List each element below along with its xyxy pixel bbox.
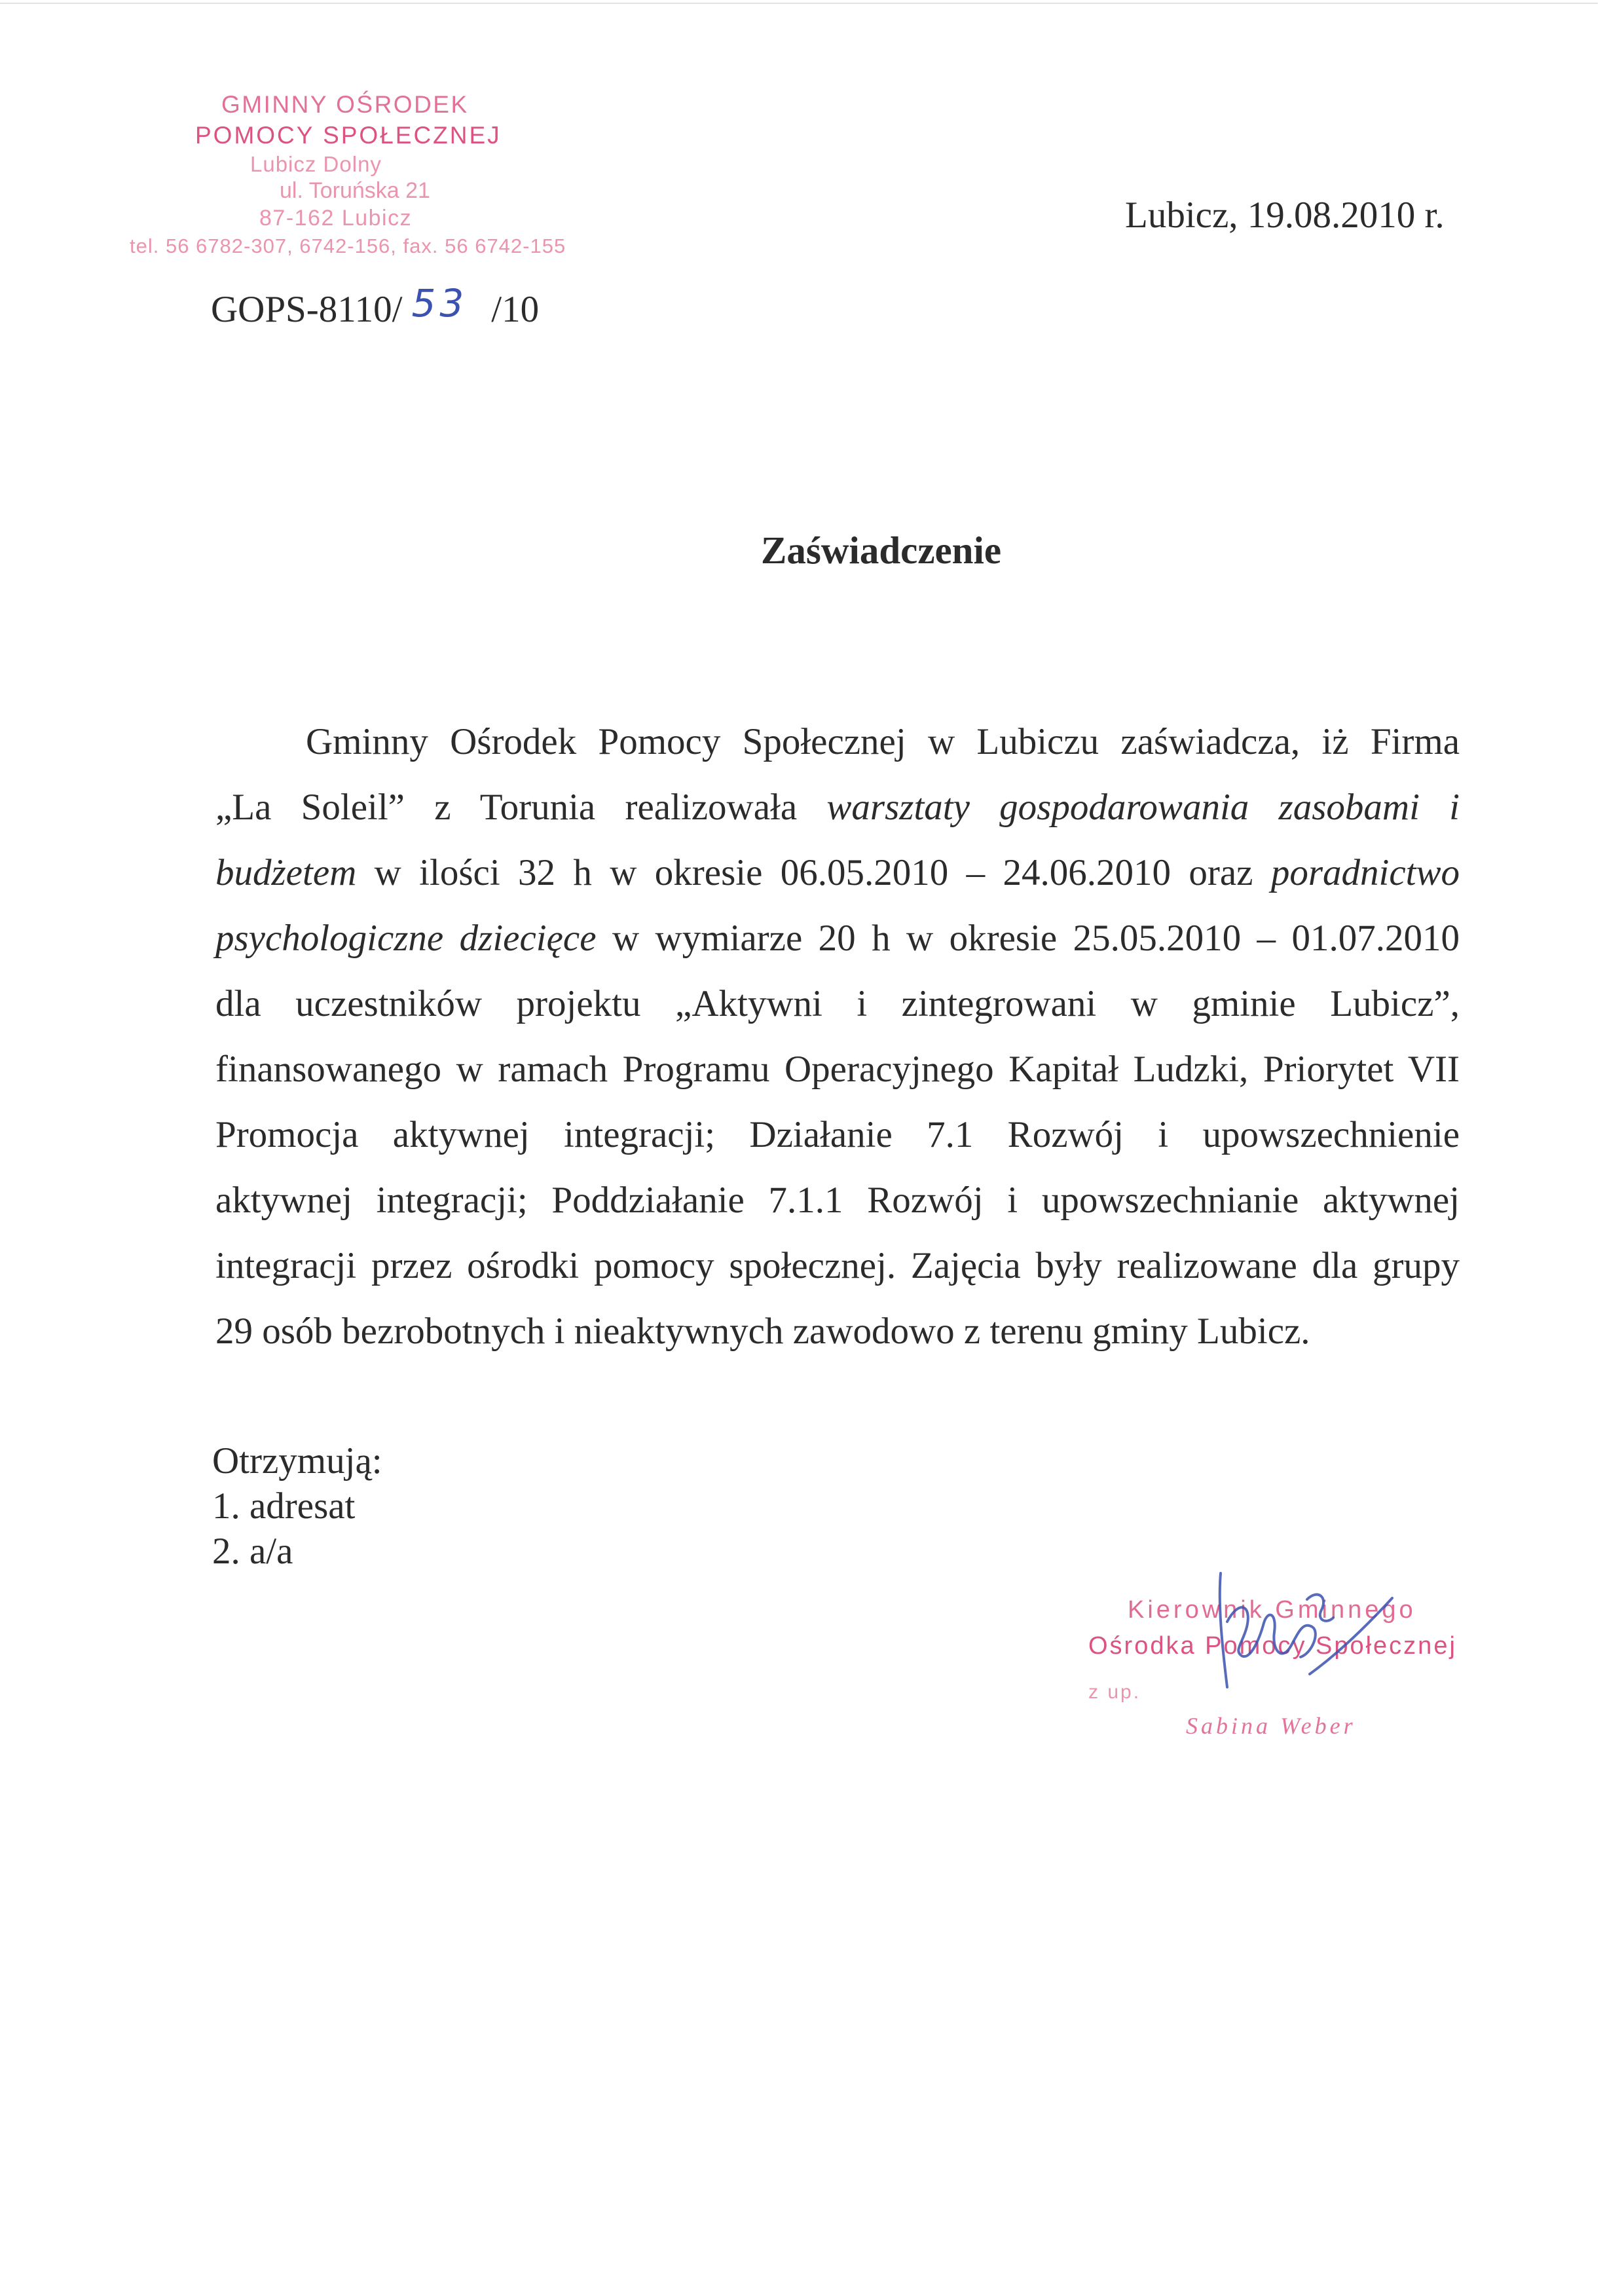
stamp-street: ul. Toruńska 21 [280,178,430,203]
place-and-date: Lubicz, 19.08.2010 r. [1125,195,1445,236]
body-text: Gminny Ośrodek Pomocy Społecznej w Lubiczu zaświadcza, iż Firma [306,721,1460,762]
handwritten-signature [1179,1559,1414,1703]
body-line [215,840,1460,906]
body-text: aktywnej integracji; Poddziałanie 7.1.1 Rozwój i upowszechnianie aktywnej [215,1180,1460,1221]
body-text: 29 osób bezrobotnych i nieaktywnych zawodowo z terenu gminy Lubicz. [215,1311,1310,1352]
emphasized-text: poradnictwo [1270,852,1460,893]
recipient-item: 2. a/a [212,1531,293,1572]
signature-stamp-title-line-1: Kierownik Gminnego [1128,1596,1416,1624]
body-line [215,1168,1460,1233]
stamp-locality: Lubicz Dolny [250,152,382,176]
reference-prefix: GOPS-8110/ [211,289,403,330]
stamp-postal-code: 87-162 Lubicz [259,206,413,231]
body-text: w ilości 32 h w okresie 06.05.2010 – 24.06.2010 oraz [356,852,1271,893]
body-text: Promocja aktywnej integracji; Działanie 7.1 Rozwój i upowszechnienie [215,1114,1460,1155]
body-text: finansowanego w ramach Programu Operacyjnego Kapitał Ludzki, Priorytet VII [215,1049,1460,1090]
signature-stroke [1227,1607,1316,1657]
certificate-body [215,709,1460,1364]
body-line [215,775,1460,840]
body-text: dla uczestników projektu „Aktywni i zintegrowani w gminie Lubicz”, [215,983,1460,1024]
recipients-list [212,1438,382,1574]
signature-stroke [1307,1595,1333,1621]
body-line [306,709,1460,775]
body-line [215,1037,1460,1102]
body-line [215,971,1460,1037]
body-line [215,906,1460,971]
signature-stamp-name: Sabina Weber [1186,1713,1356,1739]
stamp-institution-name-line-2: POMOCY SPOŁECZNEJ [195,122,502,149]
scan-edge-line [0,3,1598,4]
body-text: integracji przez ośrodki pomocy społecznej. Zajęcia były realizowane dla grupy [215,1245,1460,1286]
body-text: „La Soleil” z Torunia realizowała [215,787,827,828]
body-line [215,1233,1460,1299]
signature-stamp-on-behalf: z up. [1088,1681,1141,1703]
emphasized-text: psychologiczne dziecięce [215,918,597,959]
reference-suffix: /10 [491,289,540,330]
reference-handwritten-number: 53 [411,281,468,326]
signature-stroke [1220,1573,1227,1687]
recipients-label: Otrzymują: [212,1440,382,1482]
emphasized-text: warsztaty gospodarowania zasobami i [826,787,1460,828]
stamp-institution-name-line-1: GMINNY OŚRODEK [221,91,469,118]
stamp-phone-fax: tel. 56 6782-307, 6742-156, fax. 56 6742-155 [130,234,566,257]
reference-number [211,281,540,333]
body-text: w wymiarze 20 h w okresie 25.05.2010 – 01.07.2010 [596,918,1460,959]
body-line [215,1102,1460,1168]
document-title: Zaświadczenie [761,529,1002,572]
emphasized-text: budżetem [215,852,357,893]
body-line [215,1299,1460,1364]
recipient-item: 1. adresat [212,1485,356,1527]
signature-stamp-title-line-2: Ośrodka Pomocy Społecznej [1088,1632,1457,1660]
